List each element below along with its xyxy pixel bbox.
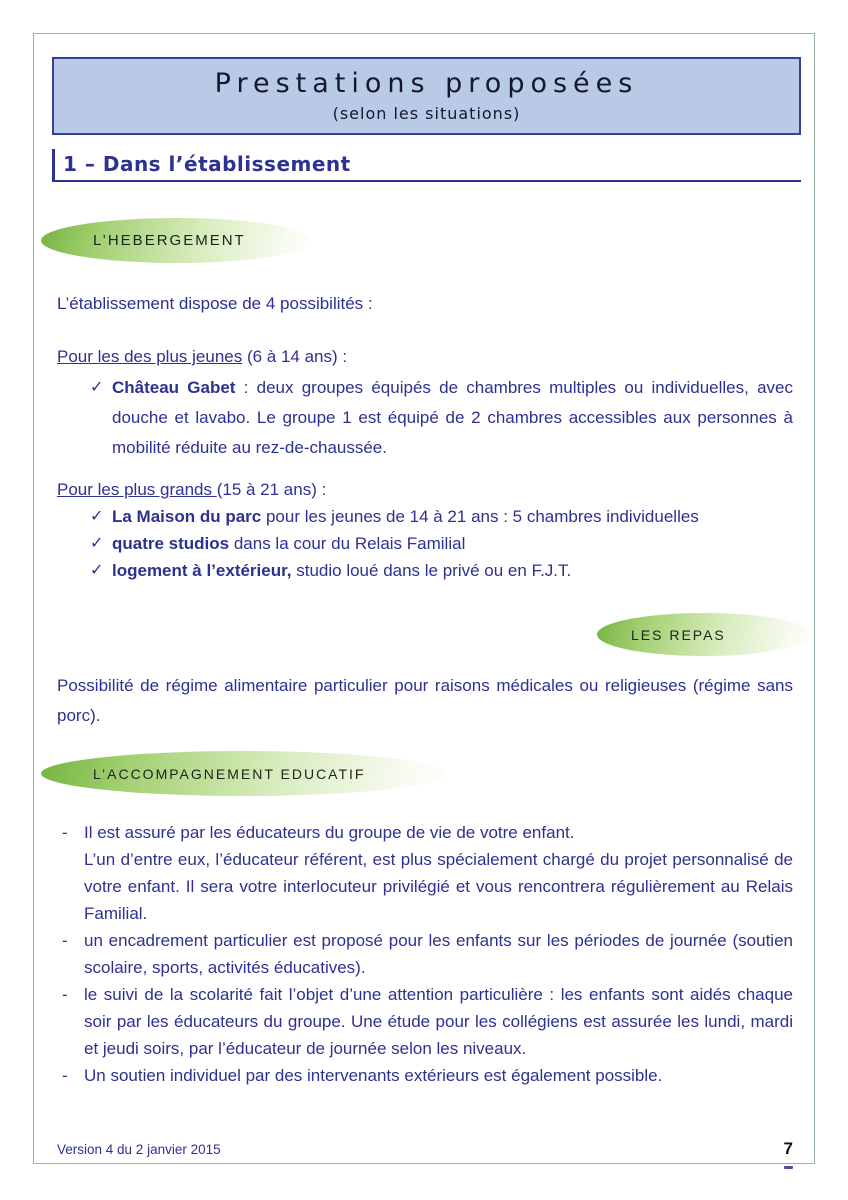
- page-border: [33, 33, 815, 1164]
- check-icon: ✓: [90, 535, 104, 552]
- footer-page-number: 7: [783, 1139, 793, 1158]
- dash-item-paragraph: le suivi de la scolarité fait l’objet d’une attention particulière : les enfants sont aidés chaque soir par les éducateurs du groupe. Une étude pour les collégiens est assurée les lundi, mardi et jeudi soirs, par l’éducateur de journée selon les niveaux.: [84, 985, 793, 1058]
- lead-grands-rest: (15 à 21 ans) :: [216, 480, 327, 499]
- check-icon: ✓: [90, 379, 104, 396]
- title-box: [52, 57, 801, 135]
- dash-item-text: [84, 981, 793, 1062]
- badge-repas-label: LES REPAS: [631, 626, 726, 643]
- dash-icon: -: [62, 1066, 68, 1085]
- dash-item-paragraph: Il est assuré par les éducateurs du groupe de vie de votre enfant.: [84, 823, 575, 842]
- page-footer: [57, 1139, 793, 1159]
- check-list-jeunes: [57, 373, 793, 463]
- check-icon: ✓: [90, 562, 104, 579]
- badge-accompagnement-label: L’ACCOMPAGNEMENT EDUCATIF: [93, 765, 366, 782]
- section-heading: 1 – Dans l’établissement: [52, 149, 801, 182]
- dash-list-item: [57, 981, 793, 1062]
- dash-item-text: [84, 1062, 793, 1089]
- group-lead-jeunes: [57, 342, 793, 372]
- check-item-text: Château Gabet : deux groupes équipés de chambres multiples ou individuelles, avec douche et lavabo. Le groupe 1 est équipé de 2 chambres accessibles aux personnes à mobilité réduite au rez-de-chaussée.: [112, 378, 793, 457]
- badge-hebergement-label: L’HEBERGEMENT: [93, 232, 246, 249]
- footer-version-text: Version 4 du 2 janvier 2015: [57, 1142, 221, 1157]
- document-title: Prestations proposées: [214, 68, 639, 99]
- lead-jeunes-rest: (6 à 14 ans) :: [242, 347, 348, 366]
- badge-repas: [597, 613, 812, 656]
- dash-icon: -: [62, 931, 68, 950]
- dash-item-paragraph: un encadrement particulier est proposé pour les enfants sur les périodes de journée (soutien scolaire, sports, activités éducatives).: [84, 931, 793, 977]
- dash-item-paragraph: L’un d’entre eux, l’éducateur référent, est plus spécialement chargé du projet personnalisé de votre enfant. Il sera votre interlocuteur privilégié et vous rencontrera régulièrement au Relais Familial.: [84, 850, 793, 923]
- lead-jeunes-underlined: Pour les des plus jeunes: [57, 347, 243, 366]
- dash-list-item: [57, 819, 793, 927]
- scan-artifact-mark: [784, 1166, 793, 1169]
- document-subtitle: (selon les situations): [332, 104, 521, 123]
- dash-item-text: [84, 819, 793, 927]
- badge-accompagnement: [41, 751, 446, 796]
- check-item-text: logement à l’extérieur, studio loué dans le privé ou en F.J.T.: [112, 561, 572, 580]
- check-icon: ✓: [90, 508, 104, 525]
- dash-list-item: [57, 927, 793, 981]
- dash-list-accompagnement: [57, 819, 793, 1089]
- check-list-item: [57, 530, 793, 557]
- check-item-text: La Maison du parc pour les jeunes de 14 à 21 ans : 5 chambres individuelles: [112, 507, 699, 526]
- lead-grands-underlined: Pour les plus grands: [57, 480, 217, 499]
- repas-paragraph: Possibilité de régime alimentaire particulier pour raisons médicales ou religieuses (régime sans porc).: [57, 676, 793, 725]
- check-list-item: [57, 503, 793, 530]
- check-list-item: [57, 557, 793, 584]
- dash-icon: -: [62, 823, 68, 842]
- dash-list-item: [57, 1062, 793, 1089]
- intro-paragraph: L’établissement dispose de 4 possibilités :: [57, 294, 373, 313]
- dash-icon: -: [62, 985, 68, 1004]
- check-list-item: [57, 373, 793, 463]
- group-lead-grands: [57, 476, 793, 503]
- check-list-grands: [57, 503, 793, 584]
- dash-item-paragraph: Un soutien individuel par des intervenants extérieurs est également possible.: [84, 1066, 663, 1085]
- dash-item-text: [84, 927, 793, 981]
- badge-hebergement: [41, 218, 313, 263]
- check-item-text: quatre studios dans la cour du Relais Familial: [112, 534, 466, 553]
